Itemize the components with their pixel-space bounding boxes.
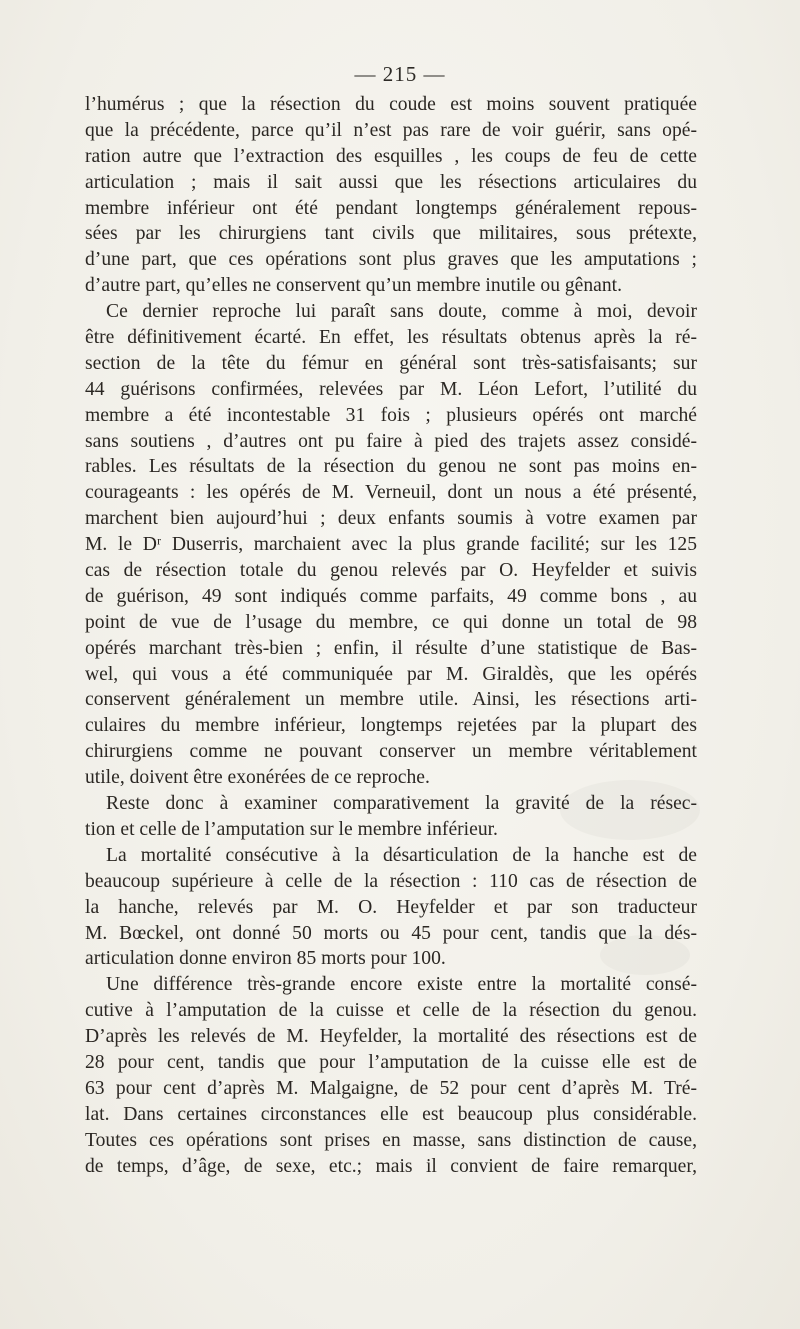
paragraph (85, 299, 697, 791)
text-line: section de la tête du fémur en général sont très-satisfaisants; sur (85, 352, 697, 374)
text-line: 28 pour cent, tandis que pour l’amputation de la cuisse elle est de (85, 1051, 697, 1073)
text-line: 44 guérisons confirmées, relevées par M. Léon Lefort, l’utilité du (85, 378, 697, 400)
page-number: — 215 — (354, 62, 446, 86)
text-line: Reste donc à examiner comparativement la gravité de la résec- (106, 793, 697, 815)
text-line: D’après les relevés de M. Heyfelder, la mortalité des résections est de (85, 1026, 697, 1048)
paragraph (85, 972, 697, 1179)
body-text (85, 92, 697, 1179)
text-line: sans soutiens , d’autres ont pu faire à pied des trajets assez considé- (85, 430, 697, 452)
text-line: être définitivement écarté. En effet, les résultats obtenus après la ré- (85, 327, 697, 349)
text-line: Une différence très-grande encore existe entre la mortalité consé- (106, 974, 697, 996)
paragraph (85, 791, 697, 843)
text-line: M. Bœckel, ont donné 50 morts ou 45 pour cent, tandis que la dés- (85, 922, 697, 944)
text-line: la hanche, relevés par M. O. Heyfelder et par son traducteur (85, 896, 697, 918)
text-line: cutive à l’amputation de la cuisse et celle de la résection du genou. (85, 1000, 697, 1022)
text-line: l’humérus ; que la résection du coude est moins souvent pratiquée (85, 94, 697, 115)
text-line: marchent bien aujourd’hui ; deux enfants soumis à votre examen par (85, 508, 697, 530)
text-line: opérés marchant très-bien ; enfin, il résulte d’une statistique de Bas- (85, 637, 697, 659)
text-line: Ce dernier reproche lui paraît sans doute, comme à moi, devoir (106, 301, 697, 323)
text-line: conservent généralement un membre utile. Ainsi, les résections arti- (85, 689, 697, 711)
text-line: membre inférieur ont été pendant longtemps généralement repous- (85, 197, 697, 219)
paragraph (85, 92, 697, 299)
paragraph (85, 843, 697, 972)
text-line: de guérison, 49 sont indiqués comme parfaits, 49 comme bons , au (85, 585, 697, 607)
text-line: d’une part, que ces opérations sont plus graves que les amputations ; (85, 249, 697, 271)
text-line: M. le Dʳ Duserris, marchaient avec la plus grande facilité; sur les 125 (85, 534, 697, 556)
text-line: lat. Dans certaines circonstances elle est beaucoup plus considérable. (85, 1103, 697, 1125)
text-line: sées par les chirurgiens tant civils que militaires, sous prétexte, (85, 223, 697, 245)
text-line: wel, qui vous a été communiquée par M. Giraldès, que les opérés (85, 663, 697, 685)
text-line: culaires du membre inférieur, longtemps rejetées par la plupart des (85, 715, 697, 737)
text-line: tion et celle de l’amputation sur le membre inférieur. (85, 818, 498, 840)
text-line: beaucoup supérieure à celle de la résection : 110 cas de résection de (85, 870, 697, 892)
text-line: membre a été incontestable 31 fois ; plusieurs opérés ont marché (85, 404, 697, 426)
text-line: que la précédente, parce qu’il n’est pas rare de voir guérir, sans opé- (85, 119, 697, 141)
text-line: rables. Les résultats de la résection du genou ne sont pas moins en- (85, 456, 697, 478)
text-line: point de vue de l’usage du membre, ce qui donne un total de 98 (85, 611, 697, 633)
text-line: d’autre part, qu’elles ne conservent qu’un membre inutile ou gênant. (85, 275, 623, 297)
text-line: cas de résection totale du genou relevés par O. Heyfelder et suivis (85, 560, 697, 582)
text-line: courageants : les opérés de M. Verneuil, dont un nous a été présenté, (85, 482, 697, 504)
text-line: La mortalité consécutive à la désarticulation de la hanche est de (106, 844, 697, 866)
text-line: utile, doivent être exonérées de ce reproche. (85, 767, 430, 789)
text-line: Toutes ces opérations sont prises en masse, sans distinction de cause, (85, 1129, 697, 1151)
text-line: chirurgiens comme ne pouvant conserver un membre véritablement (85, 741, 697, 763)
text-line: articulation ; mais il sait aussi que les résections articulaires du (85, 171, 697, 193)
text-line: de temps, d’âge, de sexe, etc.; mais il convient de faire remarquer, (85, 1155, 697, 1177)
text-line: ration autre que l’extraction des esquilles , les coups de feu de cette (85, 145, 697, 167)
text-line: articulation donne environ 85 morts pour 100. (85, 948, 446, 970)
text-line: 63 pour cent d’après M. Malgaigne, de 52 pour cent d’après M. Tré- (85, 1077, 697, 1099)
